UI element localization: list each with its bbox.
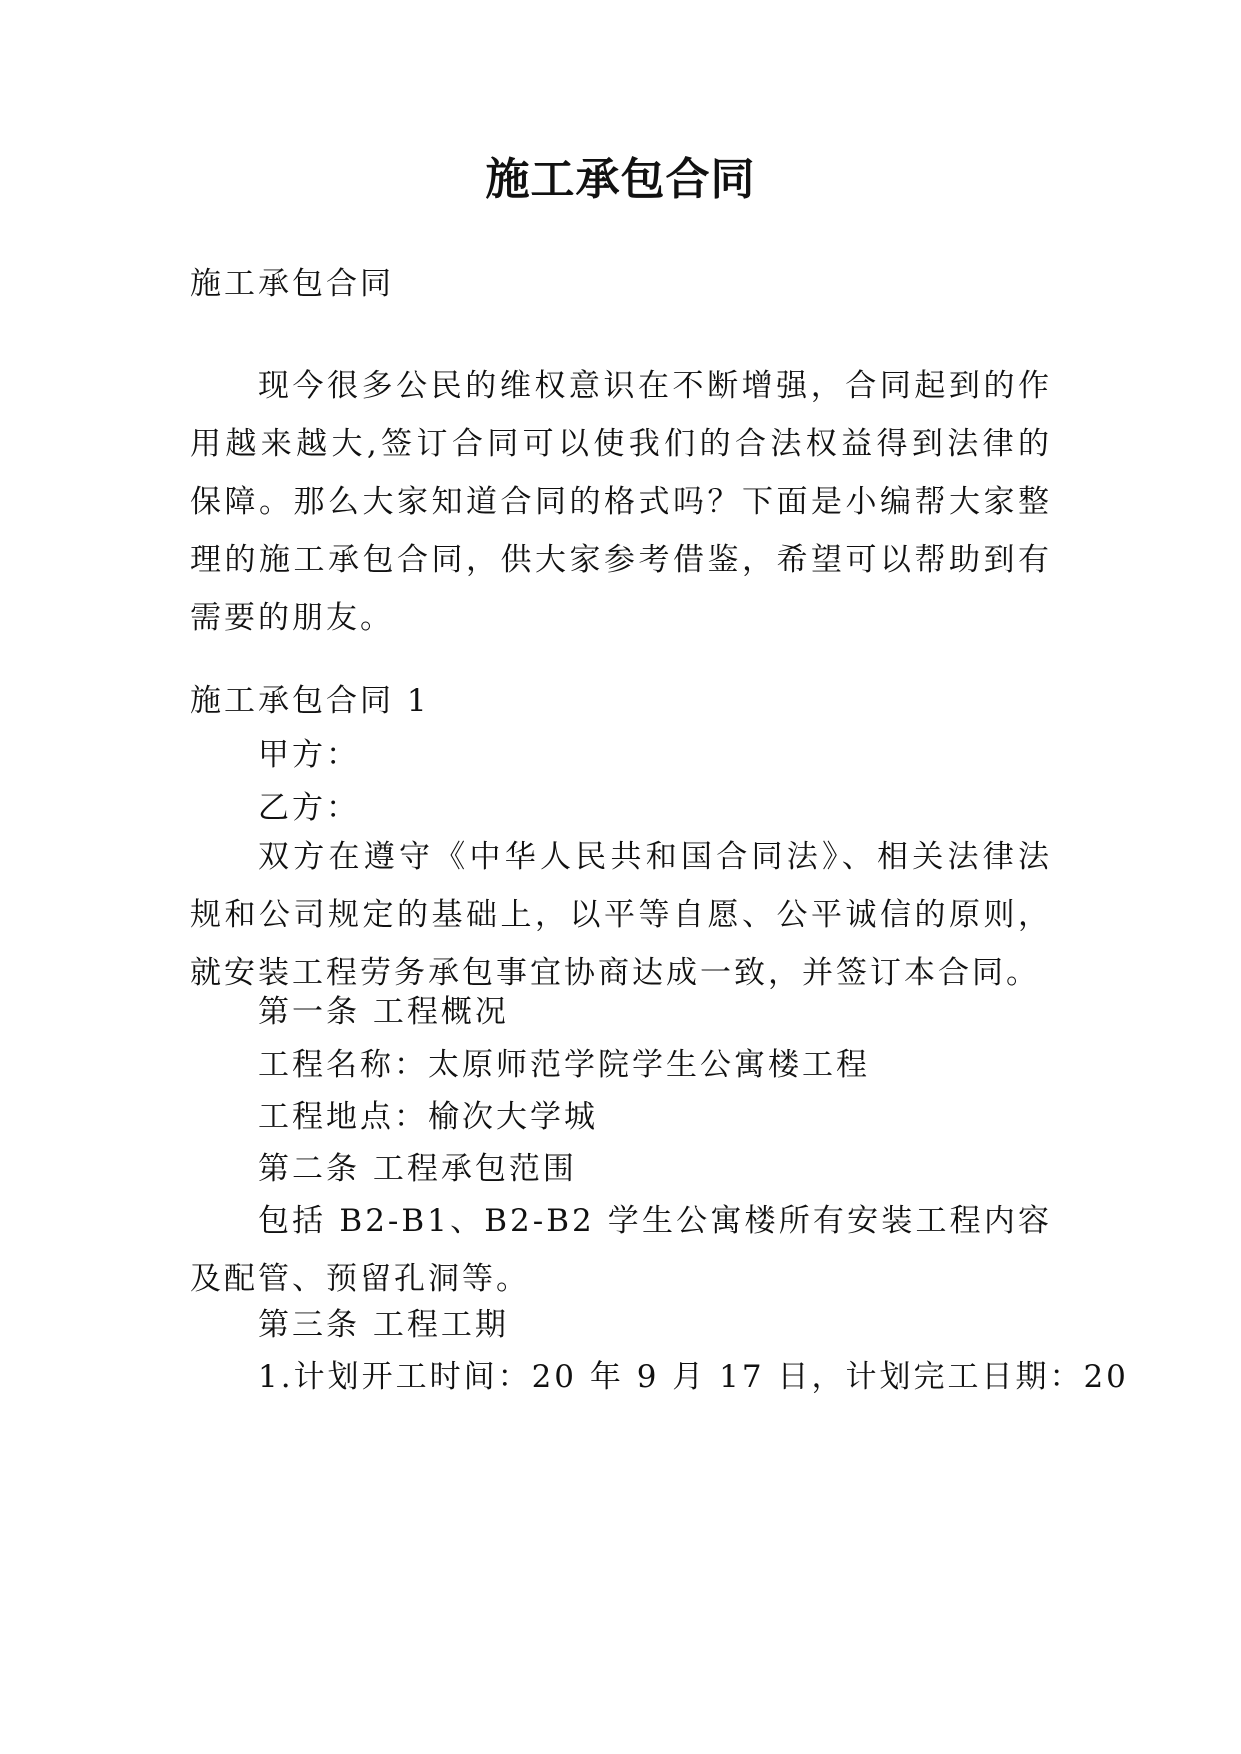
party-b-line: 乙方： <box>258 790 360 826</box>
document-title: 施工承包合同 <box>485 154 756 205</box>
scope-paragraph: 包括 B2-B1、B2-B2 学生公寓楼所有安装工程内容及配管、预留孔洞等。 <box>190 1203 1052 1297</box>
section-heading: 施工承包合同 1 <box>190 683 430 719</box>
article-3-title: 第三条 工程工期 <box>258 1307 509 1343</box>
preamble-paragraph: 双方在遵守《中华人民共和国合同法》、相关法律法规和公司规定的基础上，以平等自愿、公平诚信的原则，就安装工程劳务承包事宜协商达成一致，并签订本合同。 <box>190 839 1052 991</box>
project-location-line: 工程地点：榆次大学城 <box>258 1099 598 1135</box>
schedule-item-1: 1.计划开工时间：20 年 9 月 17 日，计划完工日期：20 <box>258 1359 1129 1395</box>
article-2-title: 第二条 工程承包范围 <box>258 1151 577 1187</box>
party-a-line: 甲方： <box>258 737 360 773</box>
intro-paragraph: 现今很多公民的维权意识在不断增强，合同起到的作用越来越大,签订合同可以使我们的合法权益得到法律的保障。那么大家知道合同的格式吗？下面是小编帮大家整理的施工承包合同，供大家参考借鉴，希望可以帮助到有需要的朋友。 <box>190 368 1052 636</box>
article-1-title: 第一条 工程概况 <box>258 994 509 1030</box>
project-name-line: 工程名称：太原师范学院学生公寓楼工程 <box>258 1047 870 1083</box>
document-subtitle: 施工承包合同 <box>190 266 394 302</box>
